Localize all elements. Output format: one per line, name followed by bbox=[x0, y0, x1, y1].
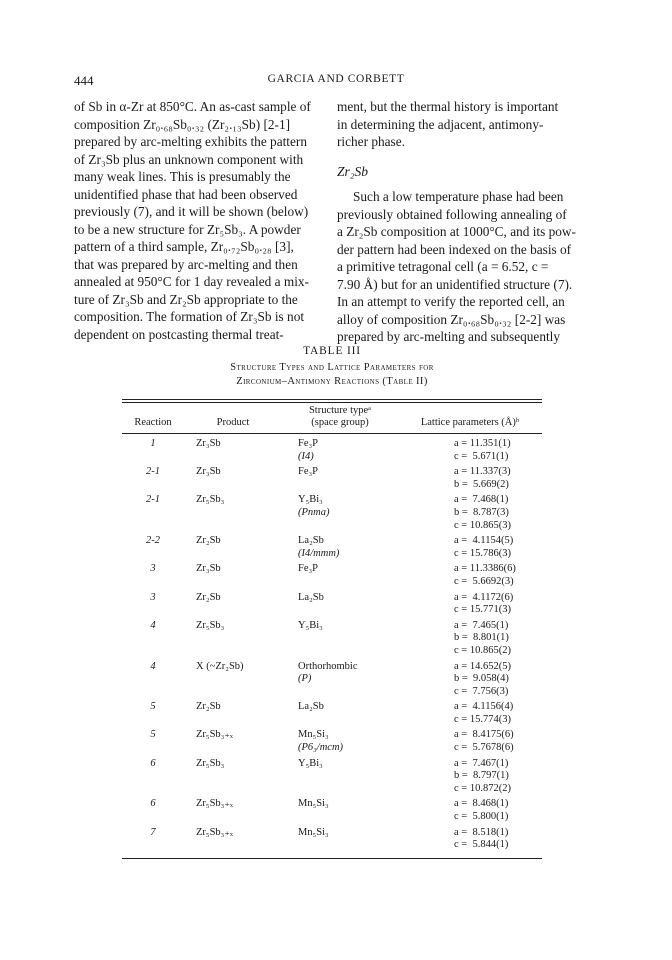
reaction-cell bbox=[122, 507, 184, 520]
right-text-line: a primitive tetragonal cell (a = 6.52, c = bbox=[337, 259, 549, 274]
product-cell bbox=[184, 576, 282, 589]
right-text-line: 7.90 Å) but for an unidentified structure (7). bbox=[337, 276, 573, 292]
product-cell: Zr₅Sb₃ bbox=[196, 619, 225, 631]
right-text-line: in determining the adjacent, antimony- bbox=[337, 116, 544, 132]
product-cell bbox=[184, 645, 282, 658]
right-text-line: alloy of composition Zr₀.₆₈Sb₀.₃₂ [2-2] was bbox=[337, 311, 566, 327]
lattice-cell: a = 11.351(1) bbox=[454, 438, 511, 449]
running-title: GARCIA AND CORBETT bbox=[267, 73, 405, 85]
table-row bbox=[122, 620, 542, 633]
lattice-cell: c = 15.771(3) bbox=[454, 604, 511, 616]
table-title-line-1: Structure Types and Lattice Parameters for bbox=[230, 362, 434, 373]
lattice-cell: c = 5.844(1) bbox=[454, 839, 509, 851]
reaction-cell: 3 bbox=[150, 563, 156, 575]
structure-cell: Y₅Bi₃ bbox=[298, 494, 323, 506]
lattice-cell: a = 4.1172(6) bbox=[454, 591, 514, 603]
reaction-cell: 1 bbox=[150, 438, 156, 449]
reaction-cell: 3 bbox=[150, 591, 156, 603]
structure-cell: La₂Sb bbox=[298, 701, 324, 713]
lattice-cell: a = 7.467(1) bbox=[454, 757, 509, 769]
right-intro-paragraph bbox=[337, 98, 605, 151]
table-header-row bbox=[122, 403, 542, 434]
table-row bbox=[122, 632, 542, 645]
lattice-cell: a = 8.468(1) bbox=[454, 798, 509, 810]
left-text-line: pattern of a third sample, Zr₀.₇₂Sb₀.₂₈ [3], bbox=[74, 239, 294, 254]
lattice-cell: c = 5.7678(6) bbox=[454, 742, 514, 754]
reaction-cell: 4 bbox=[150, 660, 156, 672]
product-cell bbox=[184, 770, 282, 783]
structure-cell: Fe₃P bbox=[298, 563, 319, 575]
structure-cell: (I4) bbox=[298, 450, 314, 462]
lattice-cell: b = 5.669(2) bbox=[454, 478, 509, 490]
product-cell bbox=[184, 742, 282, 755]
reaction-cell: 2-2 bbox=[146, 535, 160, 547]
product-cell: Zr₃Sb bbox=[196, 563, 221, 575]
section-heading: Zr₂Sb bbox=[337, 163, 368, 179]
structure-cell: (P6₃/mcm) bbox=[298, 742, 344, 754]
product-cell bbox=[184, 839, 282, 852]
left-text-line: that was prepared by arc-melting and then bbox=[74, 256, 298, 272]
left-text-line: to be a new structure for Zr₅Sb₃. A powder bbox=[74, 221, 301, 237]
right-text-line: ment, but the thermal history is important bbox=[337, 99, 559, 114]
page-number: 444 bbox=[74, 73, 94, 88]
product-cell bbox=[184, 507, 282, 520]
lattice-cell: a = 7.465(1) bbox=[454, 619, 509, 631]
structure-cell bbox=[282, 686, 398, 699]
reaction-cell: 7 bbox=[150, 826, 156, 838]
table-row bbox=[122, 645, 542, 658]
product-cell bbox=[184, 520, 282, 533]
right-text-line: Such a low temperature phase had been bbox=[353, 189, 564, 204]
product-cell bbox=[184, 604, 282, 617]
lattice-cell: a = 4.1156(4) bbox=[454, 701, 514, 713]
lattice-cell: c = 15.786(3) bbox=[454, 547, 511, 559]
right-text-line: previously obtained following annealing of bbox=[337, 206, 567, 222]
structure-cell bbox=[282, 604, 398, 617]
product-cell: X (~Zr₂Sb) bbox=[196, 660, 244, 672]
lattice-table bbox=[122, 403, 542, 855]
table-row bbox=[122, 576, 542, 589]
table-row bbox=[122, 827, 542, 840]
right-text-line: richer phase. bbox=[337, 134, 405, 149]
structure-cell bbox=[282, 632, 398, 645]
product-cell bbox=[184, 451, 282, 464]
table-row bbox=[122, 661, 542, 674]
left-text-line: annealed at 950°C for 1 day revealed a mix- bbox=[74, 274, 309, 289]
lattice-cell: a = 11.337(3) bbox=[454, 466, 511, 478]
table-bottom-rule bbox=[122, 858, 542, 859]
reaction-cell bbox=[122, 645, 184, 658]
left-text-line: dependent on postcasting thermal treat- bbox=[74, 326, 284, 342]
product-cell: Zr₅Sb₃₊ₓ bbox=[196, 729, 233, 741]
reaction-cell bbox=[122, 576, 184, 589]
table-row bbox=[122, 729, 542, 742]
right-column bbox=[337, 98, 605, 346]
left-text-line: composition Zr₀.₆₈Sb₀.₃₂ (Zr₂.₁₃Sb) [2-1] bbox=[74, 116, 291, 132]
reaction-cell bbox=[122, 783, 184, 796]
reaction-cell bbox=[122, 714, 184, 727]
lattice-cell: c = 10.872(2) bbox=[454, 782, 511, 794]
product-cell bbox=[184, 811, 282, 824]
structure-cell: (P) bbox=[298, 673, 312, 685]
table-row bbox=[122, 714, 542, 727]
table-row bbox=[122, 758, 542, 771]
left-text-line: many weak lines. This is presumably the bbox=[74, 169, 291, 184]
reaction-cell: 2-1 bbox=[146, 494, 160, 506]
structure-cell: (I4/mmm) bbox=[298, 547, 340, 559]
product-cell: Zr₅Sb₃₊ₓ bbox=[196, 798, 233, 810]
table-row bbox=[122, 548, 542, 561]
table-row bbox=[122, 839, 542, 852]
reaction-cell bbox=[122, 770, 184, 783]
structure-cell: Mn₅Si₃ bbox=[298, 798, 329, 810]
table-row bbox=[122, 811, 542, 824]
product-cell: Zr₂Sb bbox=[196, 591, 221, 603]
reaction-cell: 4 bbox=[150, 619, 156, 631]
table-row bbox=[122, 438, 542, 451]
table-row bbox=[122, 520, 542, 533]
header-lattice: Lattice parameters (Å)ᵇ bbox=[420, 417, 520, 428]
structure-cell bbox=[282, 645, 398, 658]
lattice-cell: a = 7.468(1) bbox=[454, 494, 509, 506]
product-cell: Zr₂Sb bbox=[196, 535, 221, 547]
lattice-cell: b = 9.058(4) bbox=[454, 673, 509, 685]
table-label: TABLE III bbox=[303, 345, 361, 357]
structure-cell bbox=[282, 770, 398, 783]
structure-cell: La₂Sb bbox=[298, 535, 324, 547]
header-structure-line-2: (space group) bbox=[311, 417, 369, 428]
lattice-cell: b = 8.801(1) bbox=[454, 632, 509, 644]
header-structure-line-1: Structure typeᵃ bbox=[308, 405, 372, 416]
product-cell bbox=[184, 548, 282, 561]
product-cell bbox=[184, 783, 282, 796]
lattice-cell: c = 5.671(1) bbox=[454, 450, 509, 462]
table-row bbox=[122, 604, 542, 617]
table-row bbox=[122, 479, 542, 492]
reaction-cell bbox=[122, 839, 184, 852]
reaction-cell bbox=[122, 451, 184, 464]
left-column bbox=[74, 98, 342, 343]
product-cell bbox=[184, 686, 282, 699]
structure-cell: Y₅Bi₃ bbox=[298, 757, 323, 769]
structure-cell bbox=[282, 839, 398, 852]
right-body-paragraph bbox=[337, 188, 605, 346]
right-text-line: prepared by arc-melting and subsequently bbox=[337, 329, 561, 344]
structure-cell bbox=[282, 811, 398, 824]
structure-cell: Orthorhombic bbox=[298, 660, 358, 672]
reaction-cell bbox=[122, 686, 184, 699]
left-text-line: of Sb in α-Zr at 850°C. An as-cast sample of bbox=[74, 99, 311, 114]
left-text-line: prepared by arc-melting exhibits the pattern bbox=[74, 134, 307, 149]
lattice-cell: c = 5.6692(3) bbox=[454, 575, 514, 587]
table-row bbox=[122, 701, 542, 714]
table-row bbox=[122, 466, 542, 479]
header-structure bbox=[282, 403, 398, 434]
reaction-cell bbox=[122, 604, 184, 617]
table-row bbox=[122, 686, 542, 699]
lattice-cell: c = 7.756(3) bbox=[454, 685, 509, 697]
structure-cell bbox=[282, 576, 398, 589]
product-cell: Zr₂Sb bbox=[196, 701, 221, 713]
lattice-cell: a = 4.1154(5) bbox=[454, 535, 514, 547]
lattice-cell: b = 8.797(1) bbox=[454, 770, 509, 782]
reaction-cell: 5 bbox=[150, 701, 156, 713]
table-row bbox=[122, 770, 542, 783]
reaction-cell bbox=[122, 742, 184, 755]
header-reaction: Reaction bbox=[134, 417, 172, 428]
product-cell bbox=[184, 632, 282, 645]
left-text-line: composition. The formation of Zr₃Sb is not bbox=[74, 309, 305, 324]
lattice-cell: a = 14.652(5) bbox=[454, 660, 511, 672]
product-cell bbox=[184, 714, 282, 727]
header-product: Product bbox=[216, 417, 250, 428]
structure-cell bbox=[282, 520, 398, 533]
structure-cell bbox=[282, 479, 398, 492]
left-text-line: previously (7), and it will be shown (below) bbox=[74, 204, 309, 219]
table-row bbox=[122, 494, 542, 507]
reaction-cell bbox=[122, 673, 184, 686]
table-row bbox=[122, 798, 542, 811]
reaction-cell: 6 bbox=[150, 798, 156, 810]
structure-cell: Mn₅Si₃ bbox=[298, 729, 329, 741]
reaction-cell: 6 bbox=[150, 757, 156, 769]
table-row bbox=[122, 742, 542, 755]
reaction-cell bbox=[122, 811, 184, 824]
structure-cell: La₂Sb bbox=[298, 591, 324, 603]
left-text-line: unidentified phase that had been observed bbox=[74, 186, 298, 202]
lattice-cell: c = 10.865(2) bbox=[454, 644, 511, 656]
lattice-cell: a = 11.3386(6) bbox=[454, 563, 516, 575]
lattice-cell: c = 5.800(1) bbox=[454, 811, 509, 823]
reaction-cell bbox=[122, 632, 184, 645]
product-cell bbox=[184, 479, 282, 492]
right-text-line: In an attempt to verify the reported cell, an bbox=[337, 294, 565, 309]
lattice-cell: a = 8.518(1) bbox=[454, 826, 509, 838]
left-text-line: of Zr₃Sb plus an unknown component with bbox=[74, 151, 304, 167]
table-title-line-2: Zirconium–Antimony Reactions (Table II) bbox=[236, 376, 428, 387]
structure-cell: (Pnma) bbox=[298, 506, 330, 518]
left-text-line: ture of Zr₃Sb and Zr₂Sb appropriate to the bbox=[74, 291, 298, 307]
structure-cell bbox=[282, 714, 398, 727]
table-row bbox=[122, 783, 542, 796]
structure-cell: Mn₅Si₃ bbox=[298, 826, 329, 838]
structure-cell: Fe₃P bbox=[298, 466, 319, 478]
lattice-cell: c = 10.865(3) bbox=[454, 519, 511, 531]
product-cell: Zr₅Sb₃ bbox=[196, 494, 225, 506]
reaction-cell: 5 bbox=[150, 729, 156, 741]
product-cell: Zr₃Sb bbox=[196, 466, 221, 478]
table-row bbox=[122, 451, 542, 464]
lattice-cell: c = 15.774(3) bbox=[454, 713, 511, 725]
product-cell bbox=[184, 673, 282, 686]
right-text-line: a Zr₂Sb composition at 1000°C, and its pow- bbox=[337, 224, 576, 239]
product-cell: Zr₅Sb₃ bbox=[196, 757, 225, 769]
table-row bbox=[122, 592, 542, 605]
structure-cell: Y₅Bi₃ bbox=[298, 619, 323, 631]
product-cell: Zr₃Sb bbox=[196, 438, 221, 449]
reaction-cell bbox=[122, 479, 184, 492]
reaction-cell bbox=[122, 548, 184, 561]
reaction-cell: 2-1 bbox=[146, 466, 160, 478]
table-row bbox=[122, 563, 542, 576]
right-text-line: der pattern had been indexed on the basis of bbox=[337, 241, 572, 257]
table-iii bbox=[122, 345, 542, 859]
structure-cell: Fe₃P bbox=[298, 438, 319, 449]
lattice-cell: a = 8.4175(6) bbox=[454, 729, 514, 741]
structure-cell bbox=[282, 783, 398, 796]
lattice-cell: b = 8.787(3) bbox=[454, 506, 509, 518]
reaction-cell bbox=[122, 520, 184, 533]
table-row bbox=[122, 535, 542, 548]
table-row bbox=[122, 673, 542, 686]
table-row bbox=[122, 507, 542, 520]
product-cell: Zr₅Sb₃₊ₓ bbox=[196, 826, 233, 838]
